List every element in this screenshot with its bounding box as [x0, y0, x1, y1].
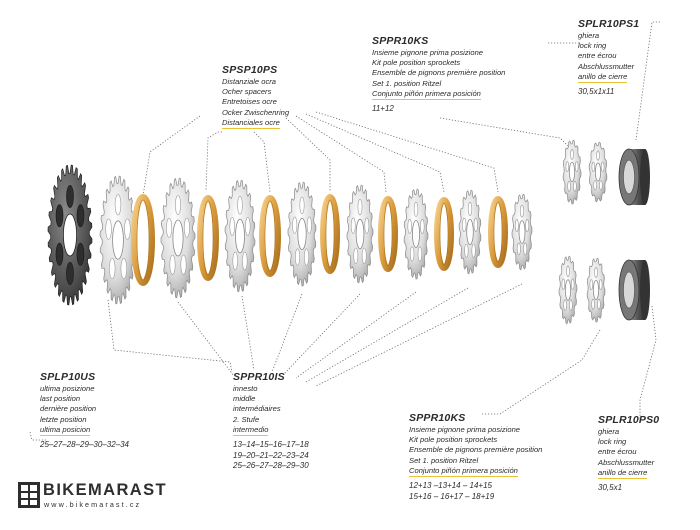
- spacer-body: [323, 197, 337, 271]
- sprocket-largest: [48, 165, 92, 305]
- sprocket-window: [354, 248, 358, 264]
- sprocket-window: [526, 219, 529, 231]
- leader-sppr-top: [440, 118, 568, 146]
- sprocket-window: [77, 243, 84, 265]
- desc-line: Ocker Zwischenring: [222, 107, 290, 117]
- part-code: SPLP10US: [40, 371, 96, 383]
- sprocket-3: [161, 178, 195, 298]
- part-code: SPPR10IS: [233, 371, 285, 383]
- leader-is-7: [316, 284, 522, 386]
- spacer-2: [200, 198, 216, 278]
- sprocket-window: [462, 218, 466, 231]
- desc-line: Set 1. position Ritzel: [372, 78, 442, 88]
- sprocket-window: [365, 218, 369, 234]
- spacer-3: [262, 198, 278, 274]
- size-line: 25–27–28–29–30–32–34: [40, 440, 129, 450]
- sprocket-bore: [298, 218, 306, 249]
- sprocket-bore: [236, 219, 245, 253]
- sprocket-window: [567, 266, 570, 277]
- sprocket-2: [100, 176, 136, 304]
- desc-line: Abschlussmutter: [578, 61, 635, 71]
- spacer-inner-edge: [326, 200, 334, 268]
- desc-line: Insieme pignone prima posizione: [409, 425, 521, 434]
- size-line: 13–14–15–16–17–18: [233, 440, 309, 450]
- spacer-5: [381, 199, 395, 269]
- sprocket-6: [347, 185, 373, 283]
- spacer-inner-edge: [137, 200, 149, 280]
- sprocket-bore: [356, 219, 364, 248]
- sprocket-window: [575, 162, 578, 172]
- desc-line-underlined: anillo de cierre: [598, 468, 647, 479]
- desc-line: Ensemble de pignons première position: [409, 445, 543, 455]
- desc-line: last position: [40, 394, 81, 404]
- sprocket-window: [590, 280, 593, 290]
- sprocket-window: [418, 247, 422, 261]
- leader-is-4: [284, 294, 360, 374]
- desc-line: Kit pole position sprockets: [372, 58, 461, 68]
- sprocket-7: [404, 189, 428, 279]
- leader-spsp-5: [296, 116, 386, 192]
- leader-spsp-2: [143, 116, 200, 196]
- desc-line: Entretoises ocre: [222, 97, 277, 107]
- desc-line: Distanziale ocra: [222, 77, 277, 86]
- sprocket-bore: [593, 280, 598, 299]
- spacer-6: [437, 200, 451, 268]
- desc-line: ghiera: [578, 31, 600, 40]
- sprocket-4: [225, 180, 255, 292]
- desc-line: Insieme pignone prima posizione: [372, 48, 484, 57]
- size-line: 12+13 –13+14 – 14+15: [409, 481, 492, 491]
- spacer-4: [323, 197, 337, 271]
- sprocket-window: [595, 267, 598, 277]
- leader-spsp-7: [316, 112, 498, 192]
- desc-line: Set 1. position Ritzel: [409, 455, 479, 465]
- spacer-7: [491, 199, 505, 265]
- lockring-top: [619, 149, 650, 205]
- sprocket-bore: [63, 214, 76, 256]
- sprocket-bore: [569, 162, 574, 181]
- sprocket-window: [520, 205, 523, 217]
- spacer-inner-edge: [265, 201, 275, 271]
- sprocket-pole-top-1: [563, 140, 581, 204]
- sprocket-window: [592, 299, 595, 309]
- sprocket-window: [472, 244, 476, 257]
- sprocket-window: [181, 255, 186, 274]
- desc-line: lock ring: [598, 437, 627, 447]
- spacer-body: [491, 199, 505, 265]
- spacer-body: [437, 200, 451, 268]
- sprocket-window: [474, 218, 478, 231]
- label-sppr10ks-top: [372, 35, 505, 115]
- sprocket-8: [459, 190, 481, 274]
- spacer-inner-edge: [494, 202, 502, 262]
- sprocket-window: [594, 181, 597, 191]
- brand-footer: [18, 482, 198, 516]
- desc-line-underlined: intermedio: [233, 425, 268, 436]
- label-spsp10ps: [222, 64, 289, 129]
- leader-splr1-b: [636, 22, 660, 140]
- sprocket-window: [109, 258, 115, 278]
- part-code: SPPR10KS: [372, 35, 429, 47]
- sprocket-window: [56, 243, 63, 265]
- leader-is-6: [306, 288, 468, 382]
- sprocket-window: [517, 243, 520, 255]
- sprocket-bore: [467, 219, 474, 244]
- leader-is-5: [296, 292, 416, 378]
- sprocket-window: [56, 205, 63, 227]
- spacer-inner-edge: [440, 203, 448, 265]
- size-line: 25–26–27–28–29–30: [233, 461, 309, 471]
- sprocket-pole-bottom-1: [559, 256, 577, 324]
- sprocket-window: [420, 219, 424, 233]
- sprocket-bore: [173, 220, 183, 256]
- sprocket-window: [600, 181, 603, 191]
- brand-name: BIKEMARAST: [43, 481, 167, 499]
- sprocket-window: [77, 205, 84, 227]
- spacer-body: [381, 199, 395, 269]
- lockring-hole: [624, 160, 635, 194]
- desc-line-underlined: Conjunto piñón primera posición: [372, 89, 481, 100]
- part-code: SPLR10PS1: [578, 18, 640, 30]
- sprocket-window: [67, 262, 74, 284]
- sprocket-bore: [113, 221, 124, 259]
- desc-line: ultima posizione: [40, 384, 95, 393]
- size-line: 15+16 – 16+17 – 18+19: [409, 491, 495, 501]
- sprocket-window: [562, 279, 565, 290]
- label-splr10ps1: [578, 18, 639, 98]
- leader-spsp-4: [286, 118, 330, 192]
- sprocket-window: [67, 185, 74, 207]
- sprocket-window: [358, 199, 362, 215]
- sprocket-window: [293, 217, 297, 234]
- sprocket-window: [362, 248, 366, 264]
- desc-line: dernière position: [40, 404, 97, 414]
- desc-line: Ensemble de pignons première position: [372, 68, 506, 78]
- sprocket-bore: [412, 221, 419, 248]
- sprocket-bore: [565, 280, 570, 300]
- desc-line: intermédiaires: [233, 404, 281, 414]
- sprocket-window: [564, 300, 567, 311]
- sprocket-bore: [595, 163, 600, 181]
- sprocket-window: [295, 249, 299, 266]
- desc-line: ghiera: [598, 427, 620, 436]
- sprocket-bore: [519, 221, 525, 244]
- sprocket-window: [570, 300, 573, 311]
- desc-line: Kit pole position sprockets: [409, 435, 498, 445]
- sprocket-window: [468, 202, 472, 215]
- label-sppr10ks-bottom: [409, 412, 542, 502]
- desc-line-underlined: Distanciales ocre: [222, 118, 280, 129]
- spacer-body: [262, 198, 278, 274]
- sprocket-window: [166, 218, 171, 237]
- sprocket-window: [599, 280, 602, 290]
- sprocket-window: [524, 243, 527, 255]
- sprocket-window: [598, 299, 601, 309]
- lockring-bottom: [619, 260, 650, 320]
- parts-layer: [48, 140, 650, 324]
- leader-sppr-bot: [482, 330, 600, 414]
- sprocket-pole-bottom-2: [587, 258, 605, 322]
- sprocket-window: [233, 252, 238, 270]
- leader-spsp-6: [306, 114, 444, 192]
- sprocket-window: [601, 162, 604, 172]
- desc-line-underlined: anillo de cierre: [578, 72, 627, 83]
- size-line: 11+12: [372, 104, 394, 114]
- leader-is-1: [178, 302, 234, 376]
- sprocket-window: [351, 218, 355, 234]
- sprocket-window: [571, 149, 574, 159]
- leader-spsp-1: [206, 132, 222, 190]
- desc-line: innesto: [233, 384, 258, 393]
- sprocket-window: [410, 247, 414, 261]
- desc-line: lock ring: [578, 41, 607, 51]
- sprocket-pole-top-2: [589, 142, 607, 201]
- desc-line: 2. Stufe: [233, 414, 260, 424]
- lockring-hole: [624, 272, 635, 308]
- sprocket-window: [245, 218, 250, 236]
- sprocket-window: [566, 162, 569, 172]
- sprocket-window: [184, 218, 189, 237]
- lockring-back: [640, 260, 650, 320]
- label-sppr10is: [233, 371, 309, 472]
- sprocket-window: [238, 196, 243, 214]
- part-code: SPLR10PS0: [598, 414, 660, 426]
- desc-line-underlined: ultima posicion: [40, 425, 90, 436]
- sprocket-window: [597, 151, 600, 161]
- desc-line: entre écrou: [578, 51, 617, 61]
- sprocket-9: [512, 194, 532, 270]
- sprocket-window: [106, 219, 112, 239]
- label-splr10ps0: [598, 414, 659, 494]
- leader-splp-2: [108, 300, 232, 372]
- desc-line: letzte position: [40, 414, 87, 424]
- label-splp10us: [40, 371, 129, 451]
- leader-spsp-3: [254, 132, 270, 192]
- leader-splr0: [640, 306, 656, 420]
- desc-line: Abschlussmutter: [598, 457, 655, 467]
- sprocket-window: [230, 218, 235, 236]
- bikemarast-logo: [18, 482, 40, 508]
- part-code: SPSP10PS: [222, 64, 278, 76]
- sprocket-window: [568, 181, 571, 191]
- spacer-inner-edge: [203, 201, 213, 275]
- sprocket-window: [125, 219, 131, 239]
- sprocket-window: [121, 258, 127, 278]
- sprocket-window: [307, 217, 311, 234]
- leader-is-2: [242, 296, 254, 370]
- sprocket-window: [170, 255, 175, 274]
- sprocket-window: [592, 162, 595, 172]
- spacer-inner-edge: [384, 202, 392, 266]
- spacer-1: [134, 197, 152, 283]
- sprocket-window: [574, 181, 577, 191]
- part-code: SPPR10KS: [409, 412, 466, 424]
- sprocket-window: [465, 244, 469, 257]
- brand-url[interactable]: www.bikemarast.cz: [44, 500, 142, 509]
- sprocket-window: [242, 252, 247, 270]
- desc-line: middle: [233, 394, 256, 404]
- sprocket-window: [175, 195, 180, 214]
- size-line: 19–20–21–22–23–24: [233, 450, 309, 460]
- sprocket-window: [304, 249, 308, 266]
- lockring-back: [640, 149, 650, 205]
- desc-line: entre écrou: [598, 447, 637, 457]
- sprocket-window: [300, 197, 304, 214]
- size-line: 30,5x1x11: [578, 87, 615, 97]
- sprocket-window: [115, 195, 121, 215]
- sprocket-window: [515, 219, 518, 231]
- sprocket-5: [288, 182, 316, 286]
- desc-line-underlined: Conjunto piñón primera posición: [409, 466, 518, 477]
- spacer-body: [200, 198, 216, 278]
- sprocket-window: [571, 279, 574, 290]
- sprocket-window: [414, 202, 418, 216]
- size-line: 30,5x1: [598, 483, 623, 493]
- sprocket-window: [408, 219, 412, 233]
- desc-line: Ocher spacers: [222, 87, 272, 97]
